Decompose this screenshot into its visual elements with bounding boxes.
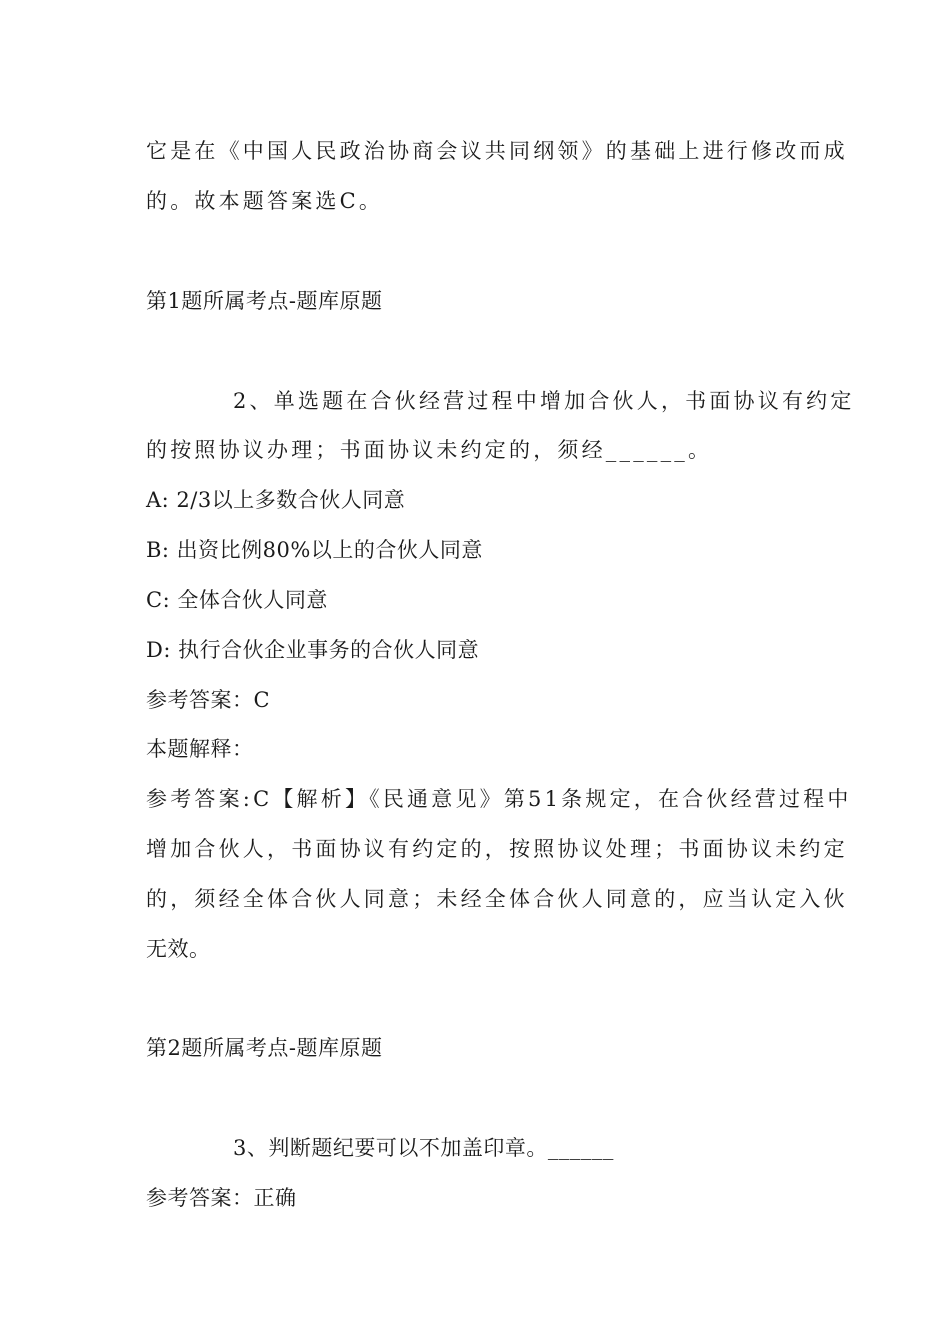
q3-stem: 3、判断题纪要可以不加盖印章。______ (233, 1136, 614, 1160)
q2-stem-line-1: 2、单选题在合伙经营过程中增加合伙人，书面协议有约定 (233, 389, 855, 413)
q1-knowledge-point: 第1题所属考点-题库原题 (146, 289, 383, 313)
q2-explanation-line-1: 参考答案:C【解析】《民通意见》第51条规定，在合伙经营过程中 (146, 787, 852, 811)
q2-explanation-line-4: 无效。 (146, 937, 211, 961)
q2-option-c: C: 全体合伙人同意 (146, 588, 328, 612)
q2-explanation-line-2: 增加合伙人，书面协议有约定的，按照协议处理；书面协议未约定 (146, 837, 848, 861)
q2-explanation-label: 本题解释： (146, 737, 254, 761)
q2-option-a: A: 2/3以上多数合伙人同意 (146, 488, 406, 512)
q3-answer: 参考答案：正确 (146, 1186, 297, 1210)
q1-explanation-line-1: 它是在《中国人民政治协商会议共同纲领》的基础上进行修改而成 (146, 139, 848, 163)
q2-option-d: D: 执行合伙企业事务的合伙人同意 (146, 638, 480, 662)
q2-knowledge-point: 第2题所属考点-题库原题 (146, 1036, 383, 1060)
q2-explanation-line-3: 的，须经全体合伙人同意；未经全体合伙人同意的，应当认定入伙 (146, 887, 848, 911)
q2-stem-line-2: 的按照协议办理；书面协议未约定的，须经______。 (146, 438, 713, 462)
q2-option-b: B: 出资比例80%以上的合伙人同意 (146, 538, 483, 562)
q2-answer: 参考答案：C (146, 688, 271, 712)
q1-explanation-line-2: 的。故本题答案选C。 (146, 189, 384, 213)
